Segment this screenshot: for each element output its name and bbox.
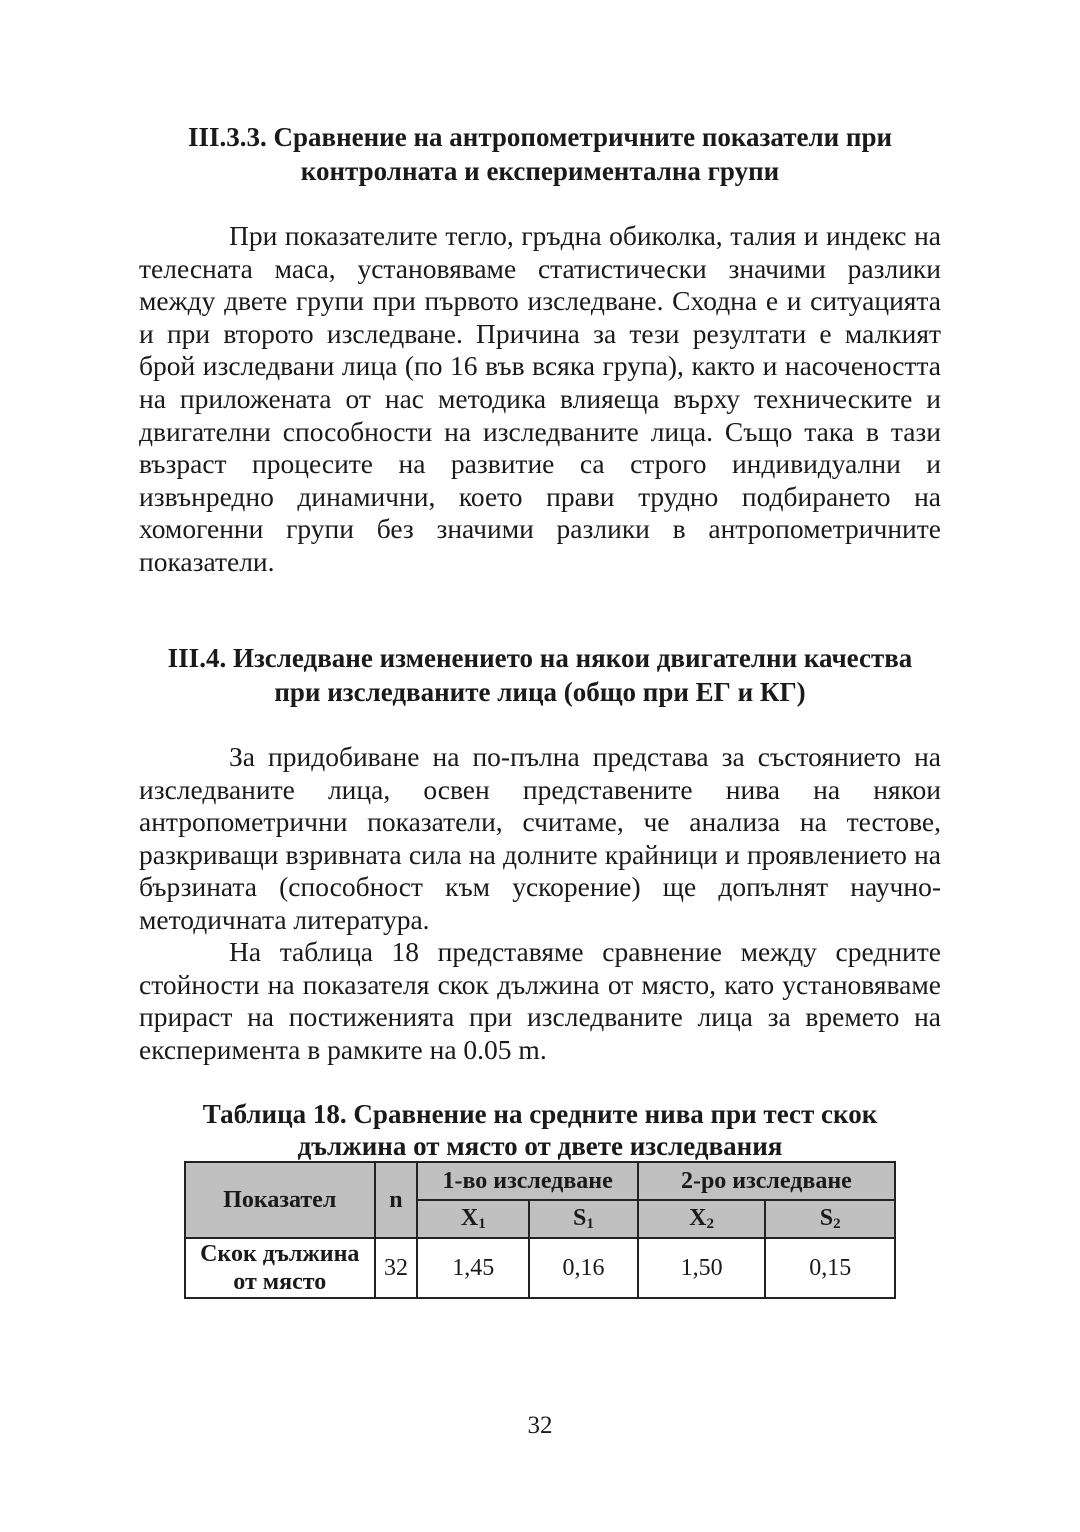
cell-s2: 0,15: [765, 1238, 895, 1298]
results-table: [184, 1161, 896, 1299]
table-caption-line1: Таблица 18. Сравнение на средните нива при тест скок: [202, 1099, 878, 1129]
section-heading-3-3: [139, 120, 941, 188]
header-x1: $X_1$: [417, 1200, 529, 1238]
section-heading-4-line2: при изследваните лица (общо при ЕГ и КГ): [274, 677, 806, 707]
header-study-2: 2-ро изследване: [638, 1162, 895, 1200]
section-4-paragraph-1: [139, 741, 941, 937]
table-caption: [139, 1098, 941, 1162]
section-heading-3-3-line1: III.3.3. Сравнение на антропометричните показатели при: [187, 122, 893, 152]
table-header-row-1: [185, 1162, 895, 1200]
header-s2: $S_2$: [765, 1200, 895, 1238]
table-caption-line2: дължина от място от двете изследвания: [297, 1131, 783, 1161]
table-row: [185, 1238, 895, 1298]
header-indicator: Показател: [185, 1162, 375, 1238]
header-s1: $S_1$: [529, 1200, 638, 1238]
header-study-1: 1-во изследване: [417, 1162, 637, 1200]
header-n: n: [375, 1162, 418, 1238]
section-3-3-paragraph: [139, 220, 941, 579]
section-heading-3-3-line2: контролната и експериментална групи: [300, 156, 780, 186]
header-x2: $X_2$: [638, 1200, 766, 1238]
section-4-paragraph-2: [139, 936, 941, 1066]
section-4-paragraph-1-text: За придобиване на по-пълна представа за състоянието на изследваните лица, освен представените нива на някои антропометрични показатели, считаме, че анализа на тестове, разкриващи взривната сила на долните крайници и проявлението на бързината (способност към ускорение) ще допълнят научно-методичната литература.: [139, 741, 941, 935]
cell-s1: 0,16: [529, 1238, 638, 1298]
page-number: 32: [527, 1412, 553, 1439]
section-heading-4-line1: III.4. Изследване изменението на някои двигателни качества: [167, 643, 913, 673]
row-label: Скок дължина от място: [185, 1238, 375, 1298]
cell-x1: 1,45: [417, 1238, 529, 1298]
section-heading-4: [139, 641, 941, 709]
section-3-3-paragraph-text: При показателите тегло, гръдна обиколка, талия и индекс на телесната маса, установяваме статистически значими разлики между двете групи при първото изследване. Сходна е и ситуацията и при второто изследване. Причина за тези резултати е малкият брой изследвани лица (по 16 във всяка група), както и насочеността на приложената от нас методика влияеща върху техническите и двигателни способности на изследваните лица. Също така в тази възраст процесите на развитие са строго индивидуални и извънредно динамични, което прави трудно подбирането на хомогенни групи без значими разлики в антропометричните показатели.: [139, 220, 941, 577]
section-4-paragraph-2-text: На таблица 18 представяме сравнение между средните стойности на показателя скок дължина от място, като установяваме прираст на постиженията при изследваните лица за времето на експеримента в рамките на 0.05 m.: [139, 936, 941, 1065]
cell-n: 32: [375, 1238, 418, 1298]
cell-x2: 1,50: [638, 1238, 766, 1298]
